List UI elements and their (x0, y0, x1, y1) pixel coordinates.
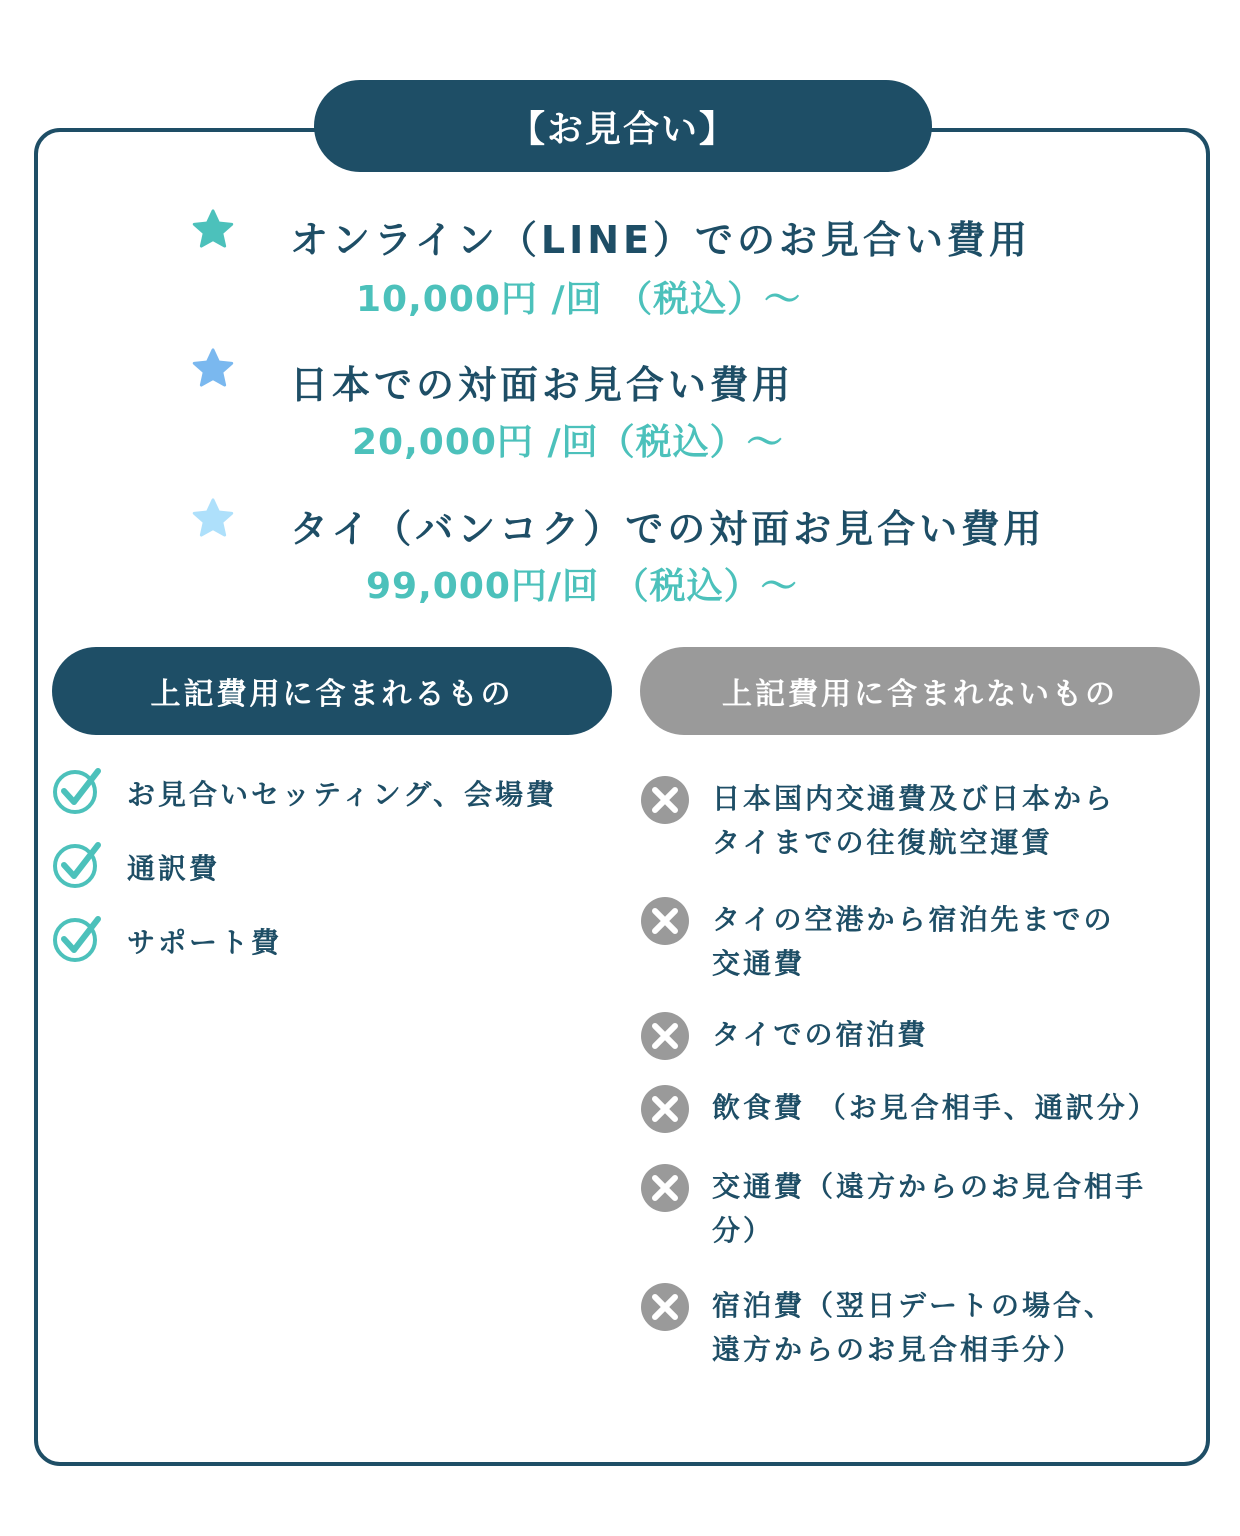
x-circle-icon (640, 1163, 690, 1213)
included-item (52, 839, 612, 895)
excluded-item-label (712, 1165, 1146, 1253)
fee-price: 99,000円/回 （税込）～ (366, 566, 798, 607)
excluded-item-label (712, 1086, 1159, 1130)
fee-label: タイ（バンコク）での対面お見合い費用 (290, 507, 1046, 551)
excluded-heading: 上記費用に含まれないもの (640, 647, 1200, 735)
fee-label: 日本での対面お見合い費用 (290, 363, 795, 407)
fee-price: 20,000円 /回（税込）～ (352, 422, 784, 463)
excluded-item-line: 交通費 (712, 947, 806, 980)
included-item (52, 765, 612, 821)
star-icon (190, 496, 236, 542)
star-icon (190, 207, 236, 253)
check-circle-icon (52, 765, 102, 815)
excluded-item-label (712, 898, 1114, 986)
included-item (52, 913, 612, 969)
x-circle-icon (640, 896, 690, 946)
x-circle-icon (640, 1011, 690, 1061)
excluded-item-line: 日本国内交通費及び日本から (712, 782, 1116, 815)
fee-price: 10,000円 /回 （税込）～ (356, 279, 802, 320)
page-title: 【お見合い】 (314, 80, 932, 172)
star-icon (190, 346, 236, 392)
check-circle-icon (52, 839, 102, 889)
excluded-item-label (712, 1284, 1115, 1372)
included-item-label: サポート費 (127, 926, 283, 959)
excluded-item-line: タイでの宿泊費 (712, 1018, 929, 1051)
excluded-item-line: 遠方からのお見合相手分） (712, 1333, 1085, 1366)
excluded-item-line: 宿泊費（翌日デートの場合、 (712, 1289, 1116, 1322)
fee-label: オンライン（LINE）でのお見合い費用 (290, 218, 1031, 262)
excluded-item-line: 分） (712, 1214, 775, 1247)
x-circle-icon (640, 1084, 690, 1134)
excluded-item-line: 交通費（遠方からのお見合相手 (712, 1170, 1147, 1203)
excluded-item-line: タイの空港から宿泊先までの (712, 903, 1115, 936)
x-circle-icon (640, 775, 690, 825)
excluded-item-label (712, 1013, 928, 1057)
included-item-label: 通訳費 (127, 852, 221, 885)
included-item-label: お見合いセッティング、会場費 (127, 778, 558, 811)
excluded-item-line: 飲食費 （お見合相手、通訳分） (712, 1091, 1159, 1124)
x-circle-icon (640, 1282, 690, 1332)
excluded-item-label (712, 777, 1115, 865)
excluded-item-line: タイまでの往復航空運賃 (712, 826, 1053, 859)
included-heading: 上記費用に含まれるもの (52, 647, 612, 735)
check-circle-icon (52, 913, 102, 963)
